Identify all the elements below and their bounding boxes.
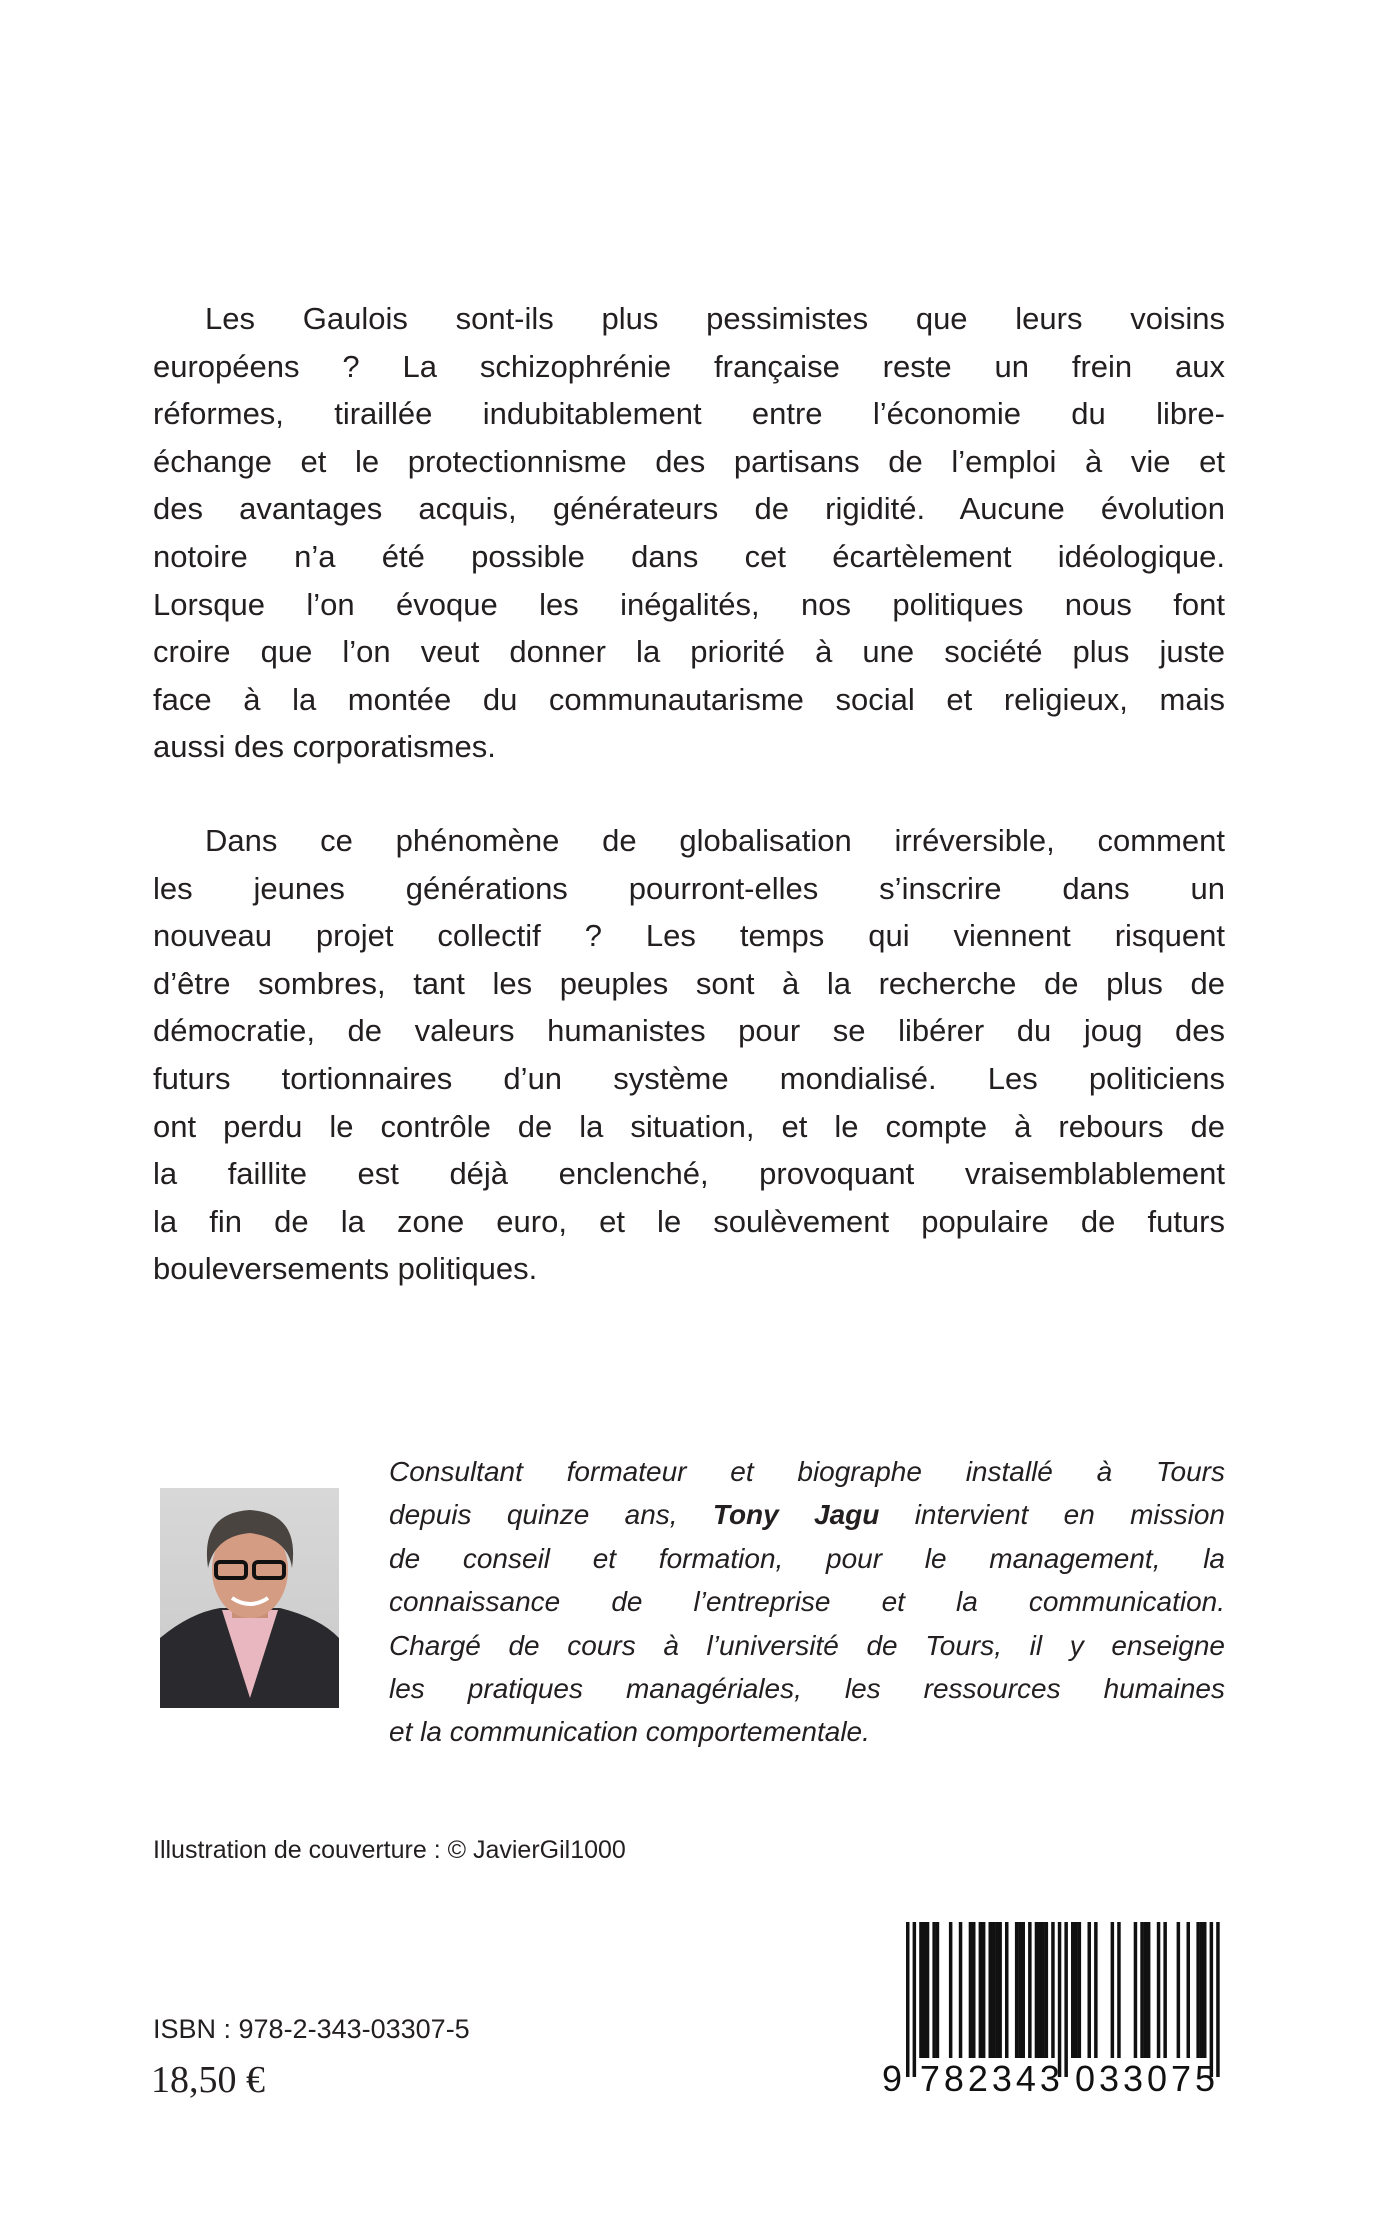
barcode-bar <box>1074 1922 1078 2058</box>
barcode-bar <box>919 1922 923 2058</box>
barcode-bar <box>1203 1922 1207 2058</box>
barcode-bar <box>1140 1922 1144 2058</box>
text-line: Dans ce phénomène de globalisation irréversible, comment <box>205 823 1225 858</box>
barcode-bar <box>926 1922 930 2058</box>
text-line: nouveau projet collectif ? Les temps qui viennent risquent <box>153 918 1225 954</box>
text-line: notoire n’a été possible dans cet écartèlement idéologique. <box>153 538 1225 574</box>
bio-line <box>389 1493 1225 1536</box>
barcode-bar <box>1058 1922 1062 2077</box>
barcode-bar <box>1028 1922 1032 2058</box>
barcode-bar <box>1094 1922 1098 2058</box>
text-line: les jeunes générations pourront-elles s’inscrire dans un <box>153 870 1225 906</box>
barcode-bar <box>979 1922 983 2058</box>
text-line: la faillite est déjà enclenché, provoquant vraisemblablement <box>153 1156 1225 1192</box>
bio-text: intervient en mission <box>879 1499 1225 1531</box>
barcode-bar <box>1018 1922 1022 2058</box>
bio-line: connaissance de l’entreprise et la communication. <box>389 1586 1225 1618</box>
barcode-bar <box>1088 1922 1092 2058</box>
text-line: des avantages acquis, générateurs de rigidité. Aucune évolution <box>153 491 1225 527</box>
text-line: démocratie, de valeurs humanistes pour se libérer du joug des <box>153 1013 1225 1049</box>
barcode-bar <box>1163 1922 1167 2058</box>
barcode-bar <box>932 1922 936 2058</box>
barcode-digits: 9 <box>882 2058 903 2099</box>
isbn: ISBN : 978-2-343-03307-5 <box>153 2014 470 2044</box>
barcode-bar <box>1144 1922 1148 2058</box>
barcode-bar <box>969 1922 973 2058</box>
bio-line: les pratiques managériales, les ressources humaines <box>389 1672 1225 1704</box>
barcode-bar <box>1038 1922 1042 2058</box>
bio-line: et la communication comportementale. <box>389 1716 870 1748</box>
isbn-barcode <box>880 1915 1230 2100</box>
barcode-bar <box>998 1922 1002 2058</box>
barcode-bar <box>982 1922 986 2058</box>
text-line: bouleversements politiques. <box>153 1251 538 1287</box>
barcode-bar <box>1051 1922 1055 2058</box>
barcode-bar <box>1196 1922 1200 2058</box>
barcode-digits: 782343 <box>919 2058 1060 2099</box>
text-line: échange et le protectionnisme des partisans de l’emploi à vie et <box>153 443 1225 479</box>
barcode-bar <box>1216 1922 1220 2077</box>
bio-line: de conseil et formation, pour le management, la <box>389 1542 1225 1574</box>
text-line: Lorsque l’on évoque les inégalités, nos politiques nous font <box>153 586 1225 622</box>
barcode-bar <box>1157 1922 1161 2058</box>
barcode-digits: 033075 <box>1075 2058 1215 2099</box>
barcode-bar <box>1147 1922 1151 2058</box>
barcode-bar <box>949 1922 953 2058</box>
barcode-bar <box>1045 1922 1049 2058</box>
barcode-bar <box>1005 1922 1009 2058</box>
text-line: croire que l’on veut donner la priorité à une société plus juste <box>153 634 1225 670</box>
barcode-bar <box>989 1922 993 2058</box>
barcode-bar <box>1078 1922 1082 2058</box>
barcode-bar <box>1177 1922 1181 2058</box>
barcode-bar <box>1134 1922 1138 2058</box>
barcode-bar <box>992 1922 996 2058</box>
barcode-bar <box>1210 1922 1214 2077</box>
barcode-bar <box>1187 1922 1191 2058</box>
barcode-bar <box>1015 1922 1019 2058</box>
text-line: futurs tortionnaires d’un système mondialisé. Les politiciens <box>153 1060 1225 1096</box>
barcode-bar <box>1200 1922 1204 2058</box>
author-bio <box>389 1450 1225 1754</box>
blurb-paragraph-2 <box>153 817 1225 1293</box>
barcode-bar <box>906 1922 910 2077</box>
bio-line: Consultant formateur et biographe installé à Tours <box>389 1456 1225 1487</box>
bio-line: Chargé de cours à l’université de Tours, il y enseigne <box>389 1629 1225 1661</box>
bio-text: depuis quinze ans, <box>389 1499 713 1531</box>
barcode-bar <box>1111 1922 1115 2058</box>
barcode-bar <box>1117 1922 1121 2058</box>
author-photo <box>160 1488 339 1708</box>
barcode-bar <box>913 1922 917 2077</box>
barcode-bar <box>1071 1922 1075 2058</box>
text-line: la fin de la zone euro, et le soulèvement populaire de futurs <box>153 1203 1225 1239</box>
barcode-bar <box>1035 1922 1039 2058</box>
barcode-bar <box>936 1922 940 2058</box>
barcode-bar <box>1064 1922 1068 2077</box>
blurb-paragraph-1 <box>153 295 1225 771</box>
text-line: ont perdu le contrôle de la situation, et le compte à rebours de <box>153 1108 1225 1144</box>
text-line: réformes, tiraillée indubitablement entre l’économie du libre- <box>153 396 1225 432</box>
author-name: Tony Jagu <box>712 1499 880 1531</box>
text-line: Les Gaulois sont-ils plus pessimistes que leurs voisins <box>205 301 1225 336</box>
barcode-bar <box>1041 1922 1045 2058</box>
barcode-bar <box>1022 1922 1026 2058</box>
barcode-bar <box>959 1922 963 2058</box>
text-line: européens ? La schizophrénie française reste un frein aux <box>153 348 1225 384</box>
text-line: aussi des corporatismes. <box>153 729 496 765</box>
cover-illustration-credit: Illustration de couverture : © JavierGil1000 <box>153 1836 626 1864</box>
price: 18,50 € <box>151 2059 265 2101</box>
barcode-bar <box>995 1922 999 2058</box>
text-line: d’être sombres, tant les peuples sont à la recherche de plus de <box>153 965 1225 1001</box>
barcode-bar <box>972 1922 976 2058</box>
text-line: face à la montée du communautarisme social et religieux, mais <box>153 681 1225 717</box>
barcode-bar <box>923 1922 927 2058</box>
